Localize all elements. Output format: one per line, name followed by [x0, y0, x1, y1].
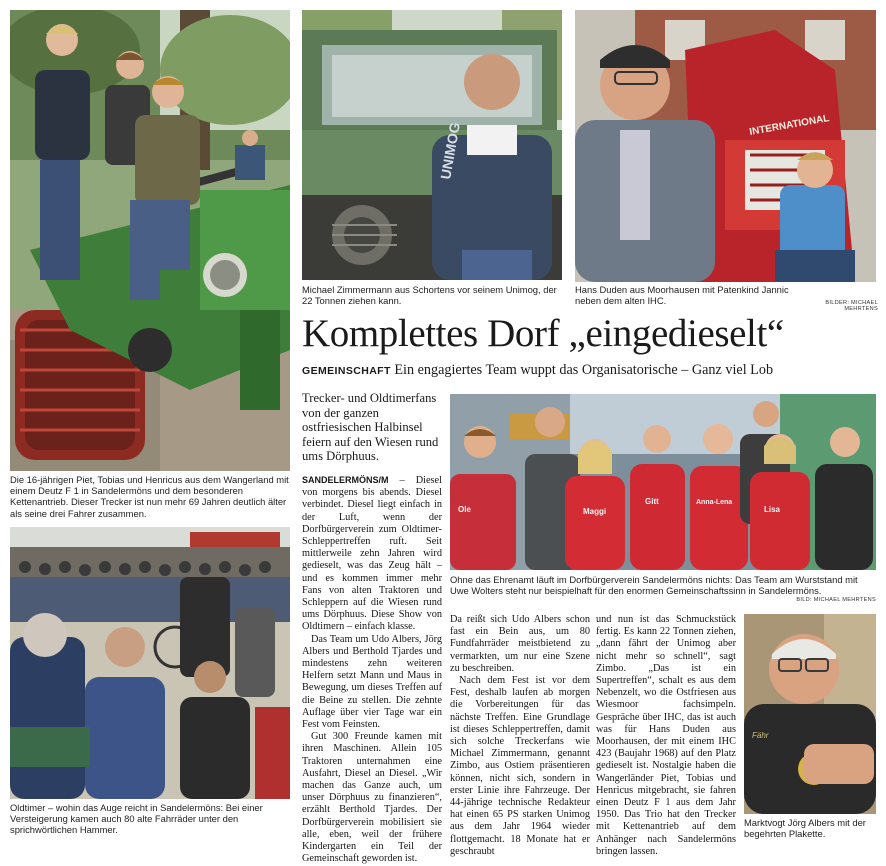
- col1-paragraph-2: Das Team um Udo Albers, Jörg Albers und Berthold Tjardes und mindestens zehn weiteren Helfern setzt Mann und Maus in Bewegung, um dieses Treffen auf die Beine zu stellen. Die zehnte Auflage über vier Tage war ein Fest vom Feinsten.: [302, 633, 442, 731]
- photo-unimog-michael: [302, 10, 562, 280]
- caption-team: Ohne das Ehrenamt läuft im Dorfbürgerverein Sandelermöns nichts: Das Team am Wurststand mit Uwe Wolters steht nur beispielhaft für den enormen Gemeinschaftssinn in Sandelermöns.: [450, 574, 858, 597]
- col1-paragraph-3: Gut 300 Freunde kamen mit ihren Maschinen. Allein 105 Traktoren unternahmen eine Ausfahrt, Diesel an Diesel. „Wir machen das Ganze auch, um unser Dörphuus zu finanzieren“, erzählt Berthold Tjardes. Der Dorfbürgerverein mobilisiert sie alle, eben, weil der frühere Kindergarten ein Teil der Gemeinschaft geworden ist.: [302, 731, 442, 865]
- caption-crowd: Oldtimer – wohin das Auge reicht in Sandelermöns: Bei einer Versteigerung kamen auch 80 alte Fahrräder unter den sprichwörtlichen Hammer.: [10, 802, 263, 836]
- article-dateline: SANDELERMÖNS/M: [302, 475, 389, 485]
- article-column-3: [596, 614, 736, 858]
- col1-paragraph-1: SANDELERMÖNS/M – Diesel von morgens bis abends. Diesel verbindet. Diesel liegt einfach in der Luft, wenn der Dorfbürgerverein zum Oldtimer-Schleppertreffen ruft. Seit mittlerweile zehn Jahren wird gedieselt, was das Zeug hält – und es kommen immer mehr Fans von alten Traktoren und Schleppern auf die Wiesen rund ums Dörphuus. Diese Show von Oldtimern – einfach klasse.: [302, 475, 442, 633]
- shirt-bubble-lettering: Fähr: [752, 731, 769, 740]
- article-column-2: [450, 614, 590, 858]
- article-column-1: [302, 474, 442, 866]
- ihc-brand-lettering: INTERNATIONAL: [748, 113, 831, 138]
- col2-paragraph-2: Nach dem Fest ist vor dem Fest, deshalb laufen ab morgen die Vorbereitungen für das nächste Treffen. Eine Grundlage ist dieses Schleppertreffen, damit sich solche Treckerfans wie Michael Zimmermann, genannt Zimbo, aus Ostiem präsentieren können, nicht sich, sondern in erster Linie ihre Fahrzeuge. Der 44-jährige technische Redakteur hat einen 65 PS starken Unimog aus dem Jahr 1964 wieder flottgemacht. 18 Monate hat er geschraubt: [450, 675, 590, 857]
- caption-joerg-albers: Marktvogt Jörg Albers mit der begehrten Plakette.: [744, 817, 866, 840]
- team-shirt-lisa: Lisa: [764, 505, 781, 514]
- photo-youths-deutz-tractor: [10, 10, 290, 471]
- unimog-shirt-lettering: UNIMOG: [437, 121, 463, 181]
- caption-hans-duden: Hans Duden aus Moorhausen mit Patenkind Jannic neben dem alten IHC.: [575, 284, 789, 307]
- caption-youths-deutz: Die 16-jährigen Piet, Tobias und Henricus aus dem Wangerland mit einem Deutz F 1 in Sandelermöns und dem besonderen Kettenantrieb. Dieser Trecker ist nun mehr 69 Jahren deutlich älter als seine drei Fahrer zusammen.: [10, 474, 289, 519]
- photo-joerg-albers: [744, 614, 876, 814]
- team-shirt-ole: Ole: [458, 505, 471, 514]
- col2-paragraph-1: Da reißt sich Udo Albers schon fast ein Bein aus, um 80 Fundfahrräder meistbietend zu vermarkten, um nur eine Szene zu beschreiben.: [450, 614, 590, 674]
- col3-paragraph-1: und nun ist das Schmuckstück fertig. Es kann 22 Tonnen ziehen, „dann fährt der Unimog aber nicht mehr so schnell“, sagt Zimbo. „Das ist ein Supertreffen“, schalt es aus dem Nebenzelt, wo die Ostfriesen aus Wiesmoor fachsimpeln. Gespräche über IHC, das ist auch was für Hans Duden aus Moorhausen, der mit einem IHC 423 (Baujahr 1968) auf den Platz gedieselt ist. Nostalgie haben die Wangerländer Piet, Tobias und Henricus mitgebracht, sie fahren einen Deutz F 1 aus dem Jahr 1950. Das Trio hat den Trecker mit Kettenantrieb auf dem Anhänger nach Sandelermöns bringen lassen.: [596, 614, 736, 857]
- team-shirt-anna-lena: Anna-Lena: [696, 499, 733, 506]
- photo-crowd-auction: [10, 527, 290, 799]
- article-intro: Trecker- und Oldtimerfans von der ganzen ostfriesischen Halbinsel feiern auf den Wiesen rund ums Dörphuus.: [302, 391, 439, 464]
- article-rubric: GEMEINSCHAFT: [302, 365, 391, 377]
- team-shirt-gitt: Gitt: [645, 497, 659, 506]
- article-headline: Komplettes Dorf „eingedieselt“: [302, 312, 784, 355]
- article-subline: [302, 362, 773, 379]
- article-subheading: Ein engagiertes Team wuppt das Organisatorische – Ganz viel Lob: [394, 362, 774, 378]
- photo-credit-team: BILD: MICHAEL MEHRTENS: [796, 597, 876, 603]
- team-shirt-maggi: Maggi: [583, 507, 607, 516]
- photo-credit-top: BILDER: MICHAEL MEHRTENS: [825, 300, 878, 312]
- photo-team-wurststand: [450, 394, 876, 570]
- caption-michael-zimmermann: Michael Zimmermann aus Schortens vor seinem Unimog, der 22 Tonnen ziehen kann.: [302, 284, 557, 307]
- photo-ihc-hans-duden: [575, 10, 876, 282]
